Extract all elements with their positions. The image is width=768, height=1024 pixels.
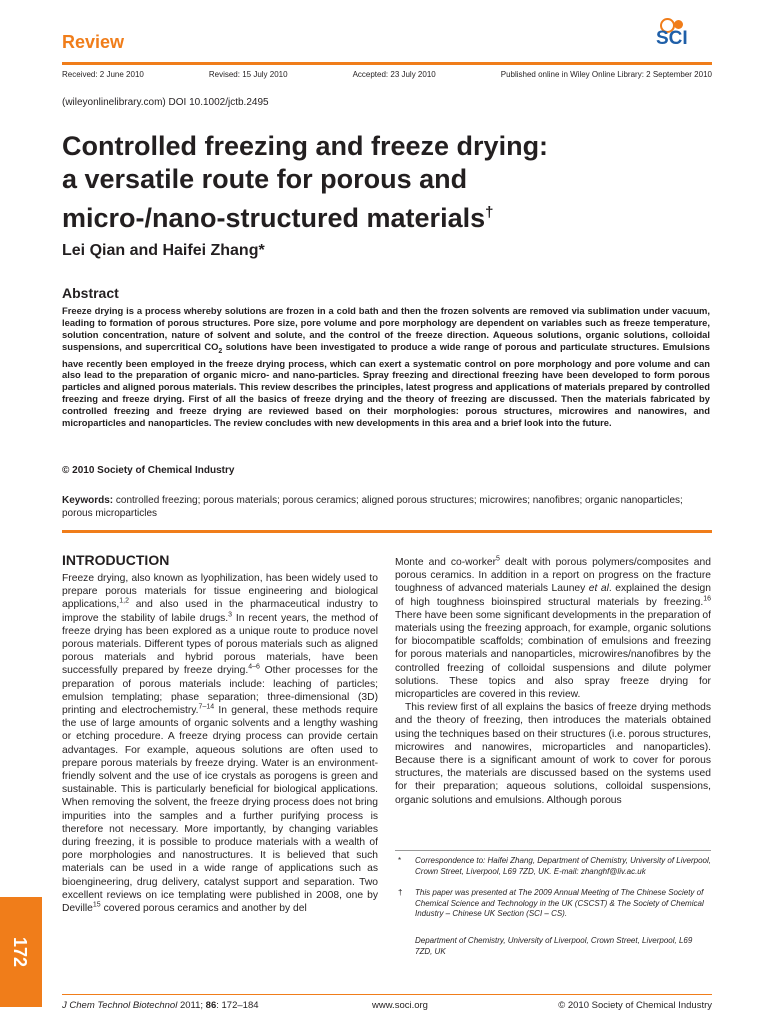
- sci-logo: [652, 18, 712, 52]
- footnote-presentation: [398, 888, 711, 920]
- abstract-heading: Abstract: [62, 285, 119, 301]
- abstract-text: [62, 305, 710, 429]
- body-text: Monte and co-worker: [395, 557, 497, 568]
- abstract-copyright: © 2010 Society of Chemical Industry: [62, 465, 235, 476]
- reference[interactable]: 16: [703, 595, 711, 603]
- dagger-mark: †: [485, 204, 494, 221]
- reference[interactable]: 15: [92, 901, 101, 909]
- footnote-correspondence: [398, 856, 711, 877]
- journal-volume: 86: [205, 1000, 217, 1011]
- et-al: et al: [588, 583, 609, 595]
- title-line: Controlled freezing and freeze drying:: [62, 131, 549, 161]
- footnote-text: Correspondence to: Haifei Zhang, Department of Chemistry, University of Liverpool, Crown Street, Liverpool, L69 7ZD, UK. E-mail: zhanghf@liv.ac.uk: [415, 856, 711, 876]
- title-line: a versatile route for porous and: [62, 164, 468, 194]
- body-text: There have been some significant developments in the preparation of materials using the freezing approach, for example, organic solutions for biocompatible scaffolds; combination of emulsions and freezing for porous materials and nanoparticles, microwires/nanofibres by the controlled freezing of colloidal suspensions and dilute polymer solutions. These topics and also spray freeze drying for microparticles are covered in this review.: [395, 609, 711, 701]
- article-dates: [62, 70, 712, 79]
- received-date: Received: 2 June 2010: [62, 70, 144, 79]
- footer-rule: [62, 994, 712, 995]
- subscript: 2: [218, 347, 223, 355]
- footnote-mark: *: [398, 856, 402, 865]
- footer-copyright: © 2010 Society of Chemical Industry: [558, 1000, 712, 1011]
- introduction-heading: INTRODUCTION: [62, 552, 170, 568]
- body-text: Freeze drying, also known as lyophilization, has been widely used to prepare porous materials for tissue engineering and biological applications,: [62, 573, 378, 611]
- abstract-part: Freeze drying is a process whereby solutions are frozen in a cold bath and then the frozen solvents are removed via sublimation under vacuum, leading to formation of porous structures. Pore size, pore volume and pore morphology are dependent on variables such as freeze temperature, solution concentration, nature of solvent and solute, and the control of the freeze direction. Aqueous solutions, organic solutions, colloidal suspensions, and supercritical CO: [62, 305, 710, 352]
- body-column-right: [395, 556, 711, 807]
- doi[interactable]: (wileyonlinelibrary.com) DOI 10.1002/jctb.2495: [62, 97, 269, 108]
- footer-website[interactable]: www.soci.org: [372, 1000, 428, 1011]
- journal-name: J Chem Technol Biotechnol: [62, 1000, 178, 1011]
- body-text: In recent years, the method of freeze drying has been explored as a unique route to produce novel porous materials. Different types of porous materials such as aligned porous materials and hybrid porous materials, have been successfully prepared by freeze drying.: [62, 612, 378, 677]
- body-text: In general, these methods require the use of large amounts of organic solvents and a lengthy washing or etching procedure. A freeze drying process can provide certain advantages. For example, aqueous solutions are often used to prepare porous materials by freeze drying. Water is an environment-friendly solvent and the use of ice crystals as porogens is green and sustainable. This is particularly beneficial for biological applications. When removing the solvent, the freeze drying process does not bring impurities into the samples and a further purifying process is therefore not necessary. More importantly, by changing variables during freezing, it is possible to produce materials with a wealth of pore morphologies and nanostructures. It is believed that such materials can be used in a wide range of applications such as bioengineering, drug delivery, catalyst support and separation. Two excellent reviews on ice templating were published in 2008, one by Deville: [62, 705, 378, 915]
- abstract-part: solutions have been investigated to produce a wide range of porous and particulate structures. Emulsions have recently been employed in the freeze drying process, which can exert a systematic control on pore morphology and pore volume and can also lead to the preparation of organic micro- and nano-particles. Spray freezing and directional freezing have been developed to form porous particles and aligned porous materials. This review describes the principles, latest progress and applications of materials prepared by controlled freezing and freeze drying. First of all the basics of freeze drying and the theory of freezing are discussed. Then the materials fabricated by controlled freezing and freeze drying are reviewed based on their morphologies: porous structures, microwires and nanowires, and microparticles and nanoparticles. The review concludes with new developments in this area and a brief look into the future.: [62, 340, 710, 429]
- body-text: and also used in the pharmaceutical industry to improve the stability of labile drugs.: [62, 599, 378, 624]
- reference[interactable]: 3: [228, 611, 232, 619]
- body-text: This review first of all explains the basics of freeze drying methods and the theory of freezing, then introduces the materials obtained using the techniques based on their structures (i.e. porous structures, microwires and nanowires, microparticles and nanoparticles). Because there is a significant amount of work to cover for porous structures, the materials are discussed based on the systems used for their preparation; aqueous solutions, colloidal suspensions, organic solutions and emulsions. Although porous: [395, 702, 711, 806]
- body-text: Other processes for the preparation of porous materials include: leaching of particles; emulsion templating; phase separation; three-dimensional (3D) printing and electrochemistry.: [62, 665, 378, 717]
- reference[interactable]: 1,2: [119, 597, 129, 605]
- body-text: covered porous ceramics and another by del: [100, 903, 307, 915]
- logo-text: SCI: [656, 28, 688, 49]
- reference[interactable]: 5: [496, 555, 500, 563]
- journal-pages: : 172–184: [216, 1000, 259, 1011]
- body-column-left: [62, 572, 378, 915]
- page-number: 172: [10, 937, 30, 968]
- middle-rule: [62, 530, 712, 533]
- footnote-rule: [395, 850, 711, 851]
- reference[interactable]: 7–14: [198, 703, 215, 711]
- authors: Lei Qian and Haifei Zhang*: [62, 242, 265, 259]
- body-text: . explained the design of high toughness bioinspired structural materials by freezing.: [395, 583, 711, 608]
- footnote-text: This paper was presented at The 2009 Annual Meeting of The Chinese Society of Chemical Science and Technology in the UK (CSCST) & The Society of Chemical Industry – Chinese UK Section (SCI – CS).: [415, 888, 704, 918]
- reference[interactable]: 4–6: [248, 664, 260, 671]
- title-line: [62, 196, 702, 235]
- body-text: dealt with porous polymers/composites and porous ceramics. In addition in a report on progress on the fracture toughness of advanced materials Launey: [395, 557, 711, 595]
- footnote-affiliation: Department of Chemistry, University of Liverpool, Crown Street, Liverpool, L69 7ZD, UK: [415, 936, 693, 956]
- title-text: micro-/nano-structured materials: [62, 203, 486, 233]
- keywords-text: controlled freezing; porous materials; porous ceramics; aligned porous structures; microwires; nanofibres; organic nanoparticles; porous microparticles: [62, 495, 683, 519]
- keywords: [62, 494, 710, 520]
- footnote-mark: †: [398, 888, 403, 897]
- keywords-label: Keywords:: [62, 495, 114, 506]
- journal-year: 2011;: [177, 1000, 206, 1011]
- revised-date: Revised: 15 July 2010: [208, 70, 288, 79]
- article-title: [62, 130, 702, 235]
- published-date: Published online in Wiley Online Library: 2 September 2010: [500, 70, 712, 79]
- page-number-tab: [0, 897, 42, 1007]
- footer-citation: [62, 1000, 259, 1011]
- top-rule: [62, 62, 712, 65]
- section-label: Review: [62, 32, 125, 52]
- accepted-date: Accepted: 23 July 2010: [352, 70, 436, 79]
